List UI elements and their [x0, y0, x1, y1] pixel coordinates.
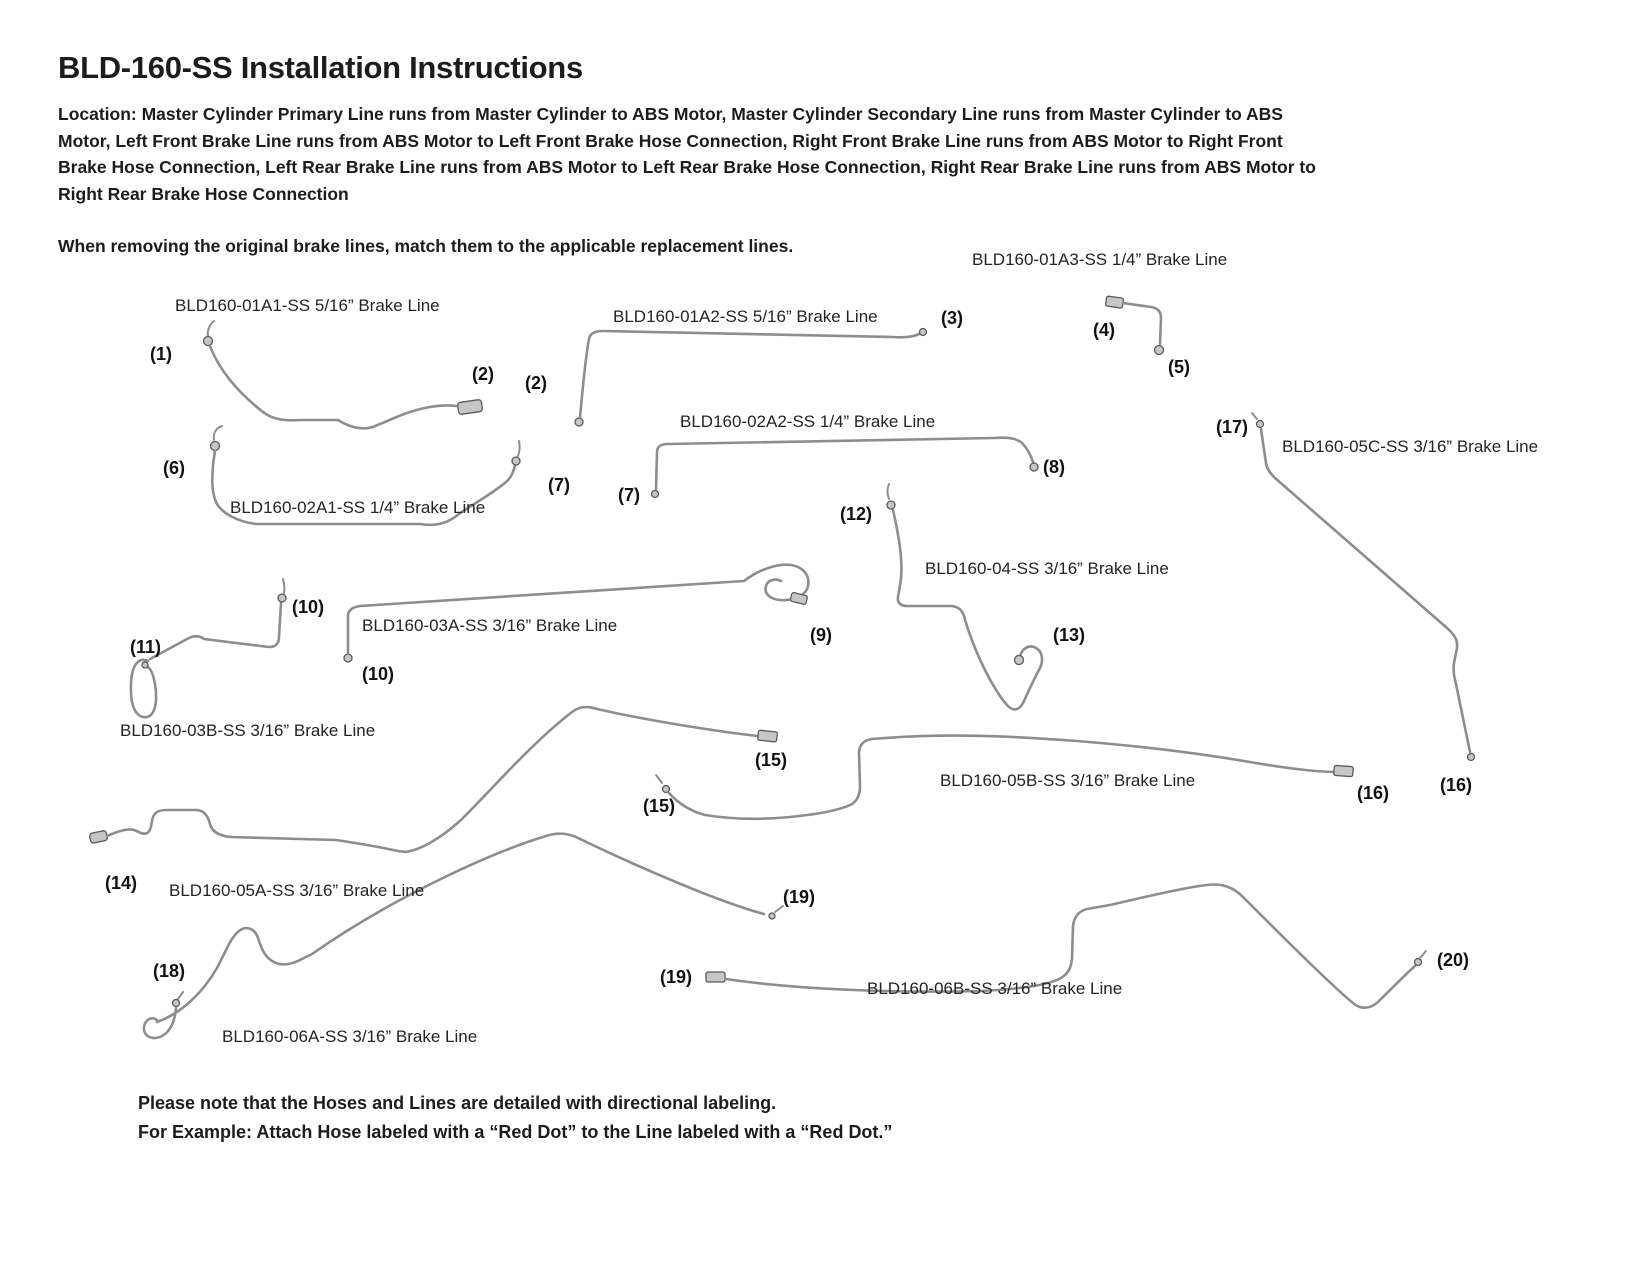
- callout-11: (11): [130, 637, 162, 657]
- line-path: [1261, 429, 1470, 752]
- part-label-05c: BLD160-05C-SS 3/16” Brake Line: [1282, 437, 1539, 456]
- callout-20: (20): [1437, 950, 1470, 970]
- location-line-3: Brake Hose Connection, Left Rear Brake Line runs from ABS Motor to Left Rear Brake Hose Connection, Right Rear Brake Line runs from ABS Motor to: [58, 157, 1316, 177]
- callout-4: (4): [1093, 320, 1115, 340]
- part-label-03a: BLD160-03A-SS 3/16” Brake Line: [362, 616, 618, 635]
- page-title: BLD-160-SS Installation Instructions: [58, 50, 583, 85]
- callout-19a: (19): [783, 887, 816, 907]
- callout-9: (9): [810, 625, 832, 645]
- callout-6: (6): [163, 458, 185, 478]
- callout-2b: (2): [525, 373, 547, 393]
- fitting: [89, 830, 108, 843]
- callout-17: (17): [1216, 417, 1249, 437]
- fitting: [512, 457, 520, 465]
- part-label-01a1: BLD160-01A1-SS 5/16” Brake Line: [175, 296, 440, 315]
- line-path: [1252, 413, 1257, 419]
- callout-15b: (15): [643, 796, 676, 816]
- location-line-2: Motor, Left Front Brake Line runs from ABS Motor to Left Front Brake Hose Connection, Right Front Brake Line runs from ABS Motor to Right Front: [58, 130, 1283, 151]
- callout-12: (12): [840, 504, 873, 524]
- fitting: [211, 442, 220, 451]
- fitting: [173, 1000, 180, 1007]
- fitting: [1257, 421, 1264, 428]
- fitting: [1015, 656, 1024, 665]
- line-path: [348, 565, 808, 653]
- brake-line-06a: [144, 834, 783, 1038]
- callout-14: (14): [105, 873, 138, 893]
- callout-7a: (7): [548, 475, 570, 495]
- fitting: [457, 399, 482, 414]
- callout-3: (3): [941, 308, 963, 328]
- fitting: [663, 786, 670, 793]
- line-path: [1123, 303, 1161, 344]
- fitting: [142, 662, 148, 668]
- line-path: [888, 484, 890, 499]
- callout-8: (8): [1043, 457, 1065, 477]
- fitting: [1468, 754, 1475, 761]
- fitting: [1105, 296, 1123, 308]
- fitting: [1415, 959, 1422, 966]
- fitting: [204, 337, 213, 346]
- callout-1: (1): [150, 344, 172, 364]
- note-line-2: For Example: Attach Hose labeled with a “Red Dot” to the Line labeled with a “Red Dot.”: [138, 1121, 893, 1142]
- fitting: [344, 654, 352, 662]
- fitting: [758, 730, 778, 742]
- callout-10a: (10): [292, 597, 325, 617]
- brake-line-04: [887, 484, 1042, 709]
- fitting: [1155, 346, 1164, 355]
- fitting: [769, 913, 775, 919]
- part-label-04: BLD160-04-SS 3/16” Brake Line: [925, 559, 1169, 578]
- callout-13: (13): [1053, 625, 1086, 645]
- line-path: [656, 438, 1033, 489]
- fitting: [1030, 463, 1038, 471]
- line-path: [1420, 951, 1426, 958]
- callout-18: (18): [153, 961, 186, 981]
- callout-5: (5): [1168, 357, 1190, 377]
- part-label-05b: BLD160-05B-SS 3/16” Brake Line: [940, 771, 1196, 790]
- part-label-05a: BLD160-05A-SS 3/16” Brake Line: [169, 881, 425, 900]
- fitting: [1334, 765, 1354, 776]
- fitting: [790, 592, 808, 605]
- callout-2a: (2): [472, 364, 494, 384]
- brake-line-03a: [344, 565, 808, 662]
- fitting: [887, 501, 895, 509]
- line-path: [214, 426, 222, 440]
- callout-19b: (19): [660, 967, 693, 987]
- directional-labeling-notes: [138, 1089, 892, 1146]
- location-line-4: Right Rear Brake Hose Connection: [58, 183, 349, 204]
- line-path: [208, 321, 214, 337]
- brake-line-02a2: [652, 438, 1039, 498]
- fitting: [920, 329, 927, 336]
- part-label-01a2: BLD160-01A2-SS 5/16” Brake Line: [613, 307, 878, 326]
- matching-instruction: When removing the original brake lines, match them to the applicable replacement lines.: [58, 236, 794, 256]
- line-path: [178, 992, 183, 999]
- part-label-02a2: BLD160-02A2-SS 1/4” Brake Line: [680, 412, 936, 431]
- line-path: [144, 1008, 176, 1038]
- line-path: [775, 906, 783, 912]
- line-path: [157, 834, 764, 1022]
- fitting: [575, 418, 583, 426]
- callout-16a: (16): [1357, 783, 1390, 803]
- line-path: [283, 579, 284, 593]
- line-path: [150, 603, 281, 659]
- brake-line-01a1: [204, 321, 483, 428]
- note-line-1: Please note that the Hoses and Lines are detailed with directional labeling.: [138, 1093, 777, 1113]
- line-path: [656, 775, 662, 783]
- line-path: [210, 346, 456, 428]
- fitting: [706, 972, 725, 982]
- part-label-06b: BLD160-06B-SS 3/16” Brake Line: [867, 979, 1123, 998]
- callout-7b: (7): [618, 485, 640, 505]
- callout-15a: (15): [755, 750, 788, 770]
- line-path: [518, 441, 520, 456]
- brake-line-05c: [1252, 413, 1475, 761]
- location-line-1: Location: Master Cylinder Primary Line runs from Master Cylinder to ABS Motor, Master Cylinder Secondary Line runs from Master Cylinder to ABS: [58, 104, 1283, 124]
- part-label-06a: BLD160-06A-SS 3/16” Brake Line: [222, 1027, 478, 1046]
- part-label-02a1: BLD160-02A1-SS 1/4” Brake Line: [230, 498, 486, 517]
- part-label-01a3: BLD160-01A3-SS 1/4” Brake Line: [972, 250, 1228, 269]
- line-path: [131, 660, 156, 717]
- part-label-03b: BLD160-03B-SS 3/16” Brake Line: [120, 721, 376, 740]
- callout-10b: (10): [362, 664, 395, 684]
- fitting: [652, 491, 659, 498]
- fitting: [278, 594, 286, 602]
- line-path: [893, 510, 1042, 709]
- line-path: [580, 331, 921, 417]
- callout-16b: (16): [1440, 775, 1473, 795]
